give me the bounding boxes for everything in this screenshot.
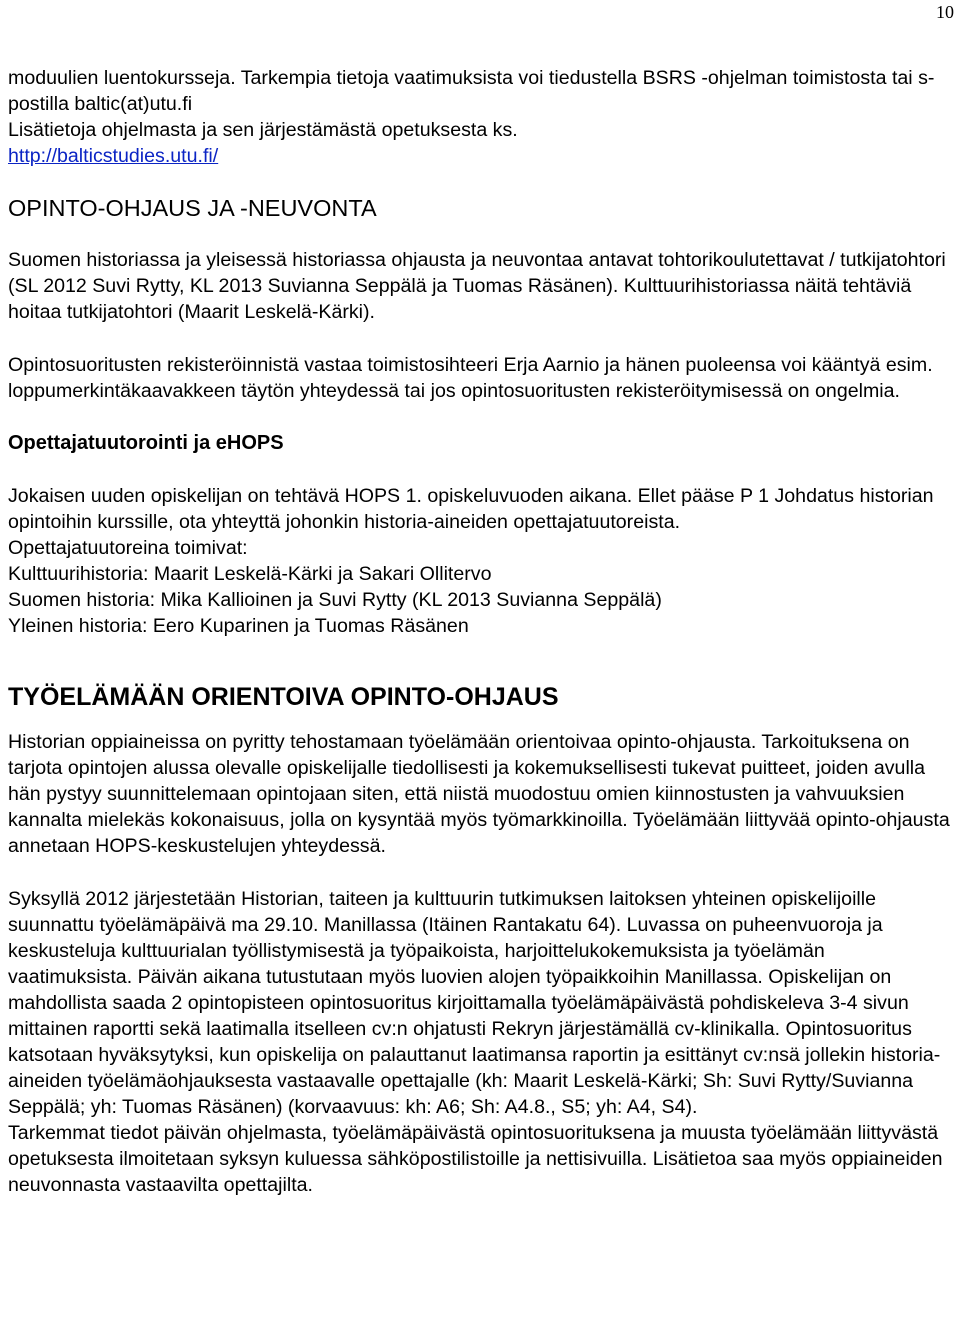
page-number: 10 — [936, 2, 954, 22]
guidance-paragraph: Suomen historiassa ja yleisessä historiassa ohjausta ja neuvontaa antavat tohtorikoulutettavat / tutkijatohtori (SL 2012 Suvi Rytty, KL 2013 Suvianna Seppälä ja Tuomas Räsänen). Kulttuurihistoriassa näitä tehtäviä hoitaa tutkijatohtori (Maarit Leskelä-Kärki). — [8, 249, 946, 323]
more-info-paragraph: Tarkemmat tiedot päivän ohjelmasta, työelämäpäivästä opintosuorituksena ja muusta työelämään liittyvästä opetuksesta ilmoitetaan syksyn kuluessa sähköpostilistoille ja nettisivuilla. Lisätietoa saa myös oppiaineiden neuvonnasta vastaavilta opettajilta. — [8, 1121, 943, 1196]
registration-paragraph: Opintosuoritusten rekisteröinnistä vastaa toimistosihteeri Erja Aarnio ja hänen puoleensa voi kääntyä esim. loppumerkintäkaavakkeen täytön yhteydessä tai jos opintosuoritusten rekisteröitymisessä on ongelmia. — [8, 354, 933, 402]
hops-paragraph: Jokaisen uuden opiskelijan on tehtävä HOPS 1. opiskeluvuoden aikana. Ellet pääse P 1 Johdatus historian opintoihin kurssille, ota yhteyttä johonkin historia-aineiden opettajatuutoreista. — [8, 485, 934, 533]
tutor-line-suomen-historia: Suomen historia: Mika Kallioinen ja Suvi Rytty (KL 2013 Suvianna Seppälä) — [8, 589, 662, 611]
heading-opinto-ohjaus: OPINTO-OHJAUS JA -NEUVONTA — [8, 195, 377, 221]
intro-link-line — [8, 143, 954, 169]
balticstudies-link[interactable]: http://balticstudies.utu.fi/ — [8, 145, 219, 167]
document-body — [8, 65, 954, 1198]
heading-tyoelamaan-orientoiva: TYÖELÄMÄÄN ORIENTOIVA OPINTO-OHJAUS — [8, 682, 559, 711]
tutor-line-kulttuurihistoria: Kulttuurihistoria: Maarit Leskelä-Kärki ja Sakari Ollitervo — [8, 563, 492, 585]
intro-more-info: Lisätietoja ohjelmasta ja sen järjestämästä opetuksesta ks. — [8, 119, 518, 141]
tutor-line-yleinen-historia: Yleinen historia: Eero Kuparinen ja Tuomas Räsänen — [8, 615, 469, 637]
tutors-intro: Opettajatuutoreina toimivat: — [8, 537, 248, 559]
career-day-paragraph: Syksyllä 2012 järjestetään Historian, taiteen ja kulttuurin tutkimuksen laitoksen yhteinen opiskelijoille suunnattu työelämäpäivä ma 29.10. Manillassa (Itäinen Rantakatu 64). Luvassa on puheenvuoroja ja keskusteluja kulttuurialan työllistymisestä ja työpaikoista, harjoittelukokemuksista ja työelämän vaatimuksista. Päivän aikana tutustutaan myös luovien alojen työpaikkoihin Manillassa. Opiskelijan on mahdollista saada 2 opintopisteen opintosuoritus kirjoittamalla työelämäpäivästä pohdiskeleva 3-4 sivun mittainen raportti sekä laatimalla itselleen cv:n ohjatusti Rekryn järjestämällä cv-klinikalla. Opintosuoritus katsotaan hyväksytyksi, kun opiskelija on palauttanut laatimansa raportin ja esittänyt cv:nsä jollekin historia-aineiden työelämäohjauksesta vastaavalle opettajalle (kh: Maarit Leskelä-Kärki; Sh: Suvi Rytty/Suvianna Seppälä; yh: Tuomas Räsänen) (korvaavuus: kh: A6; Sh: A4.8., S5; yh: A4, S4). — [8, 887, 941, 1118]
heading-opettajatuutorointi: Opettajatuutorointi ja eHOPS — [8, 432, 284, 454]
intro-paragraph: moduulien luentokursseja. Tarkempia tietoja vaatimuksista voi tiedustella BSRS -ohjelman toimistosta tai s-postilla baltic(at)utu.fi — [8, 67, 935, 115]
career-guidance-paragraph: Historian oppiaineissa on pyritty tehostamaan työelämään orientoivaa opinto-ohjausta. Tarkoituksena on tarjota opintojen alussa olevalle opiskelijalle tiedollisesti ja kokemuksellisesti tukevat puitteet, joiden avulla hän pystyy suunnittelemaan opintojaan siten, että niistä muodostuu omien kiinnostusten ja vahvuuksien kannalta mielekäs kokonaisuus, jolla on kysyntää myös työmarkkinoilla. Työelämään liittyvää opinto-ohjausta annetaan HOPS-keskustelujen yhteydessä. — [8, 730, 950, 857]
